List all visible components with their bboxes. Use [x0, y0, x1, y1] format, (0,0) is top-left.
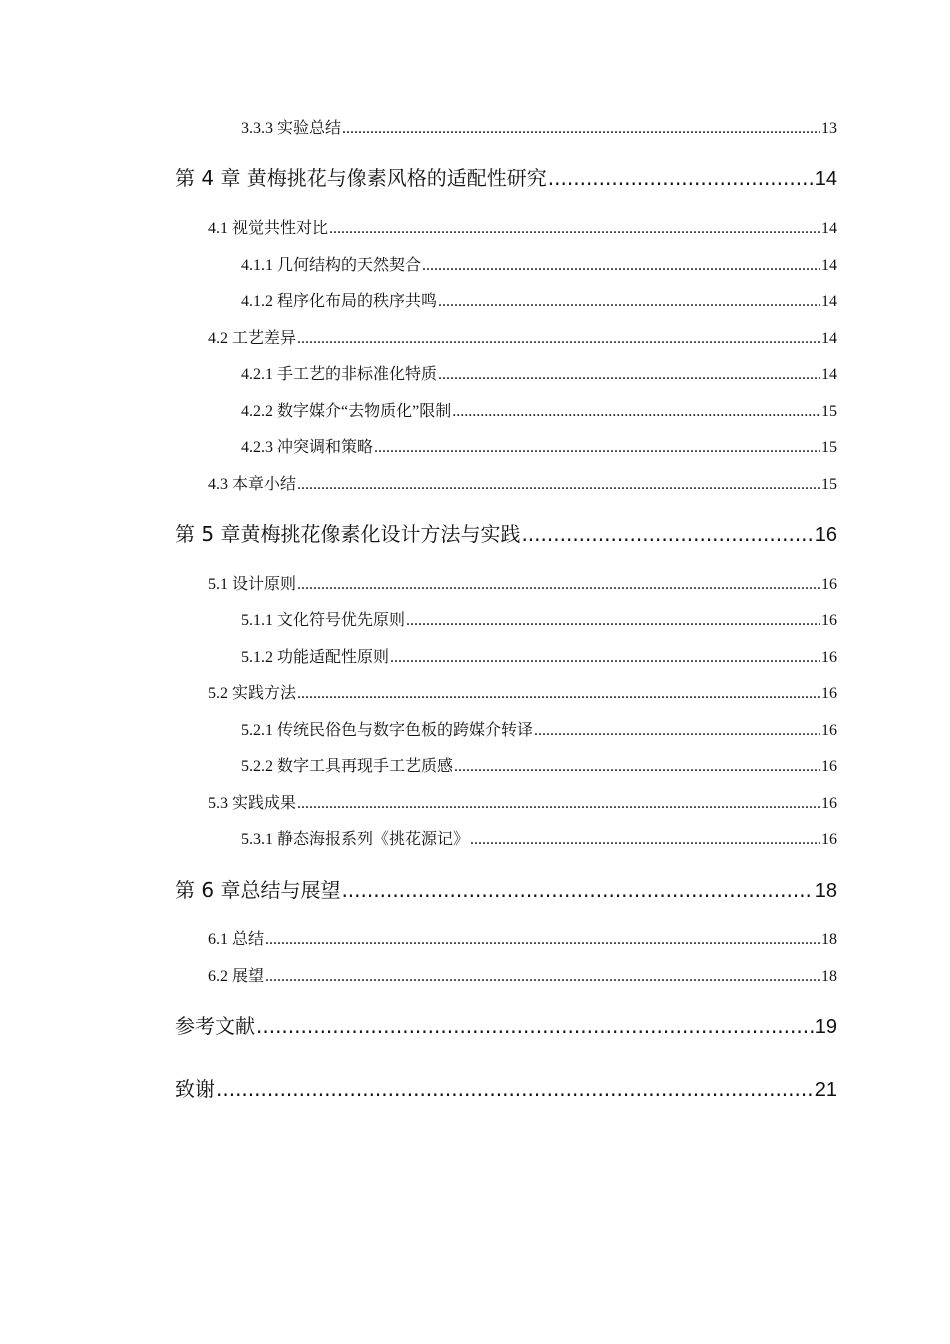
toc-entry-page: 18: [814, 880, 837, 902]
toc-entry-title: 5.1.2 功能适配性原则: [241, 649, 390, 666]
toc-entry-page: 14: [821, 293, 837, 310]
dot-leader: [329, 220, 820, 238]
toc-entry-page: 15: [821, 476, 837, 493]
dot-leader: [470, 831, 820, 849]
toc-entry-page: 16: [821, 649, 837, 666]
toc-entry-title: 6.2 展望: [208, 968, 265, 985]
toc-entry-title: 6.1 总结: [208, 931, 265, 948]
toc-entry-title: 5.2 实践方法: [208, 685, 297, 702]
toc-entry-page: 16: [821, 831, 837, 848]
toc-entry-title: 参考文献: [175, 1014, 255, 1038]
toc-entry-title: 4.1.1 几何结构的天然契合: [241, 257, 422, 274]
toc-entry-chapter-6[interactable]: [175, 874, 837, 903]
dot-leader: [297, 476, 820, 494]
toc-entry-page: 16: [821, 685, 837, 702]
dot-leader: [216, 1077, 814, 1101]
toc-entry-4-1-2[interactable]: [241, 288, 837, 311]
dot-leader: [534, 722, 820, 740]
toc-entry-page: 18: [821, 968, 837, 985]
toc-entry-page: 16: [821, 722, 837, 739]
toc-entry-title: 4.2.1 手工艺的非标准化特质: [241, 366, 438, 383]
toc-entry-page: 16: [821, 758, 837, 775]
toc-entry-4-1-1[interactable]: [241, 252, 837, 275]
toc-entry-page: 13: [821, 120, 837, 137]
toc-entry-title: 5.3 实践成果: [208, 795, 297, 812]
toc-entry-6-1[interactable]: [208, 926, 837, 949]
dot-leader: [342, 120, 820, 138]
toc-entry-title: 5.2.2 数字工具再现手工艺质感: [241, 758, 454, 775]
toc-entry-title: 4.2.3 冲突调和策略: [241, 439, 374, 456]
dot-leader: [374, 439, 820, 457]
dot-leader: [297, 685, 820, 703]
dot-leader: [256, 1014, 814, 1038]
dot-leader: [341, 878, 813, 902]
toc-entry-page: 14: [821, 220, 837, 237]
toc-entry-title: 4.2.2 数字媒介“去物质化”限制: [241, 403, 452, 420]
dot-leader: [521, 522, 813, 546]
dot-leader: [265, 968, 820, 986]
dot-leader: [454, 758, 820, 776]
dot-leader: [452, 403, 820, 421]
toc-entry-page: 19: [814, 1016, 837, 1038]
toc-entry-page: 18: [821, 931, 837, 948]
toc-entry-5-1-1[interactable]: [241, 607, 837, 630]
toc-entry-6-2[interactable]: [208, 963, 837, 986]
toc-entry-5-3[interactable]: [208, 790, 837, 813]
toc-entry-page: 16: [821, 795, 837, 812]
toc-entry-title: 第 4 章 黄梅挑花与像素风格的适配性研究: [175, 166, 547, 190]
toc-entry-page: 14: [814, 168, 837, 190]
dot-leader: [390, 649, 820, 667]
toc-entry-references[interactable]: [175, 1010, 837, 1039]
toc-entry-title: 4.2 工艺差异: [208, 330, 297, 347]
toc-entry-5-2-2[interactable]: [241, 753, 837, 776]
toc-entry-4-2-2[interactable]: [241, 398, 837, 421]
toc-entry-title: 4.1 视觉共性对比: [208, 220, 329, 237]
toc-entry-5-2-1[interactable]: [241, 717, 837, 740]
toc-entry-4-2-1[interactable]: [241, 361, 837, 384]
toc-entry-page: 16: [814, 524, 837, 546]
toc-entry-title: 5.2.1 传统民俗色与数字色板的跨媒介转译: [241, 722, 534, 739]
toc-entry-5-3-1[interactable]: [241, 826, 837, 849]
toc-entry-3-3-3[interactable]: [241, 115, 837, 138]
toc-entry-acknowledgements[interactable]: [175, 1073, 837, 1102]
toc-entry-4-2-3[interactable]: [241, 434, 837, 457]
dot-leader: [297, 576, 820, 594]
toc-entry-4-1[interactable]: [208, 215, 837, 238]
toc-entry-page: 16: [821, 612, 837, 629]
toc-entry-page: 16: [821, 576, 837, 593]
toc-entry-title: 致谢: [175, 1077, 215, 1101]
dot-leader: [406, 612, 820, 630]
toc-entry-5-2[interactable]: [208, 680, 837, 703]
dot-leader: [265, 931, 820, 949]
toc-entry-title: 4.3 本章小结: [208, 476, 297, 493]
toc-entry-5-1-2[interactable]: [241, 644, 837, 667]
toc-entry-page: 15: [821, 403, 837, 420]
toc-entry-title: 5.1.1 文化符号优先原则: [241, 612, 406, 629]
toc-entry-title: 第 5 章黄梅挑花像素化设计方法与实践: [175, 522, 521, 546]
dot-leader: [422, 257, 820, 275]
toc-entry-5-1[interactable]: [208, 571, 837, 594]
toc-entry-title: 第 6 章总结与展望: [175, 878, 341, 902]
toc-entry-page: 21: [814, 1079, 837, 1101]
dot-leader: [297, 795, 820, 813]
toc-entry-chapter-4[interactable]: [175, 162, 837, 191]
dot-leader: [297, 330, 820, 348]
toc-entry-title: 5.3.1 静态海报系列《挑花源记》: [241, 831, 470, 848]
toc-entry-title: 5.1 设计原则: [208, 576, 297, 593]
dot-leader: [548, 166, 814, 190]
toc-entry-page: 14: [821, 257, 837, 274]
toc-entry-title: 4.1.2 程序化布局的秩序共鸣: [241, 293, 438, 310]
toc-entry-title: 3.3.3 实验总结: [241, 120, 342, 137]
dot-leader: [438, 293, 820, 311]
toc-entry-page: 14: [821, 366, 837, 383]
dot-leader: [438, 366, 820, 384]
toc-entry-page: 15: [821, 439, 837, 456]
toc-entry-chapter-5[interactable]: [175, 518, 837, 547]
toc-entry-page: 14: [821, 330, 837, 347]
toc-entry-4-3[interactable]: [208, 471, 837, 494]
toc-entry-4-2[interactable]: [208, 325, 837, 348]
